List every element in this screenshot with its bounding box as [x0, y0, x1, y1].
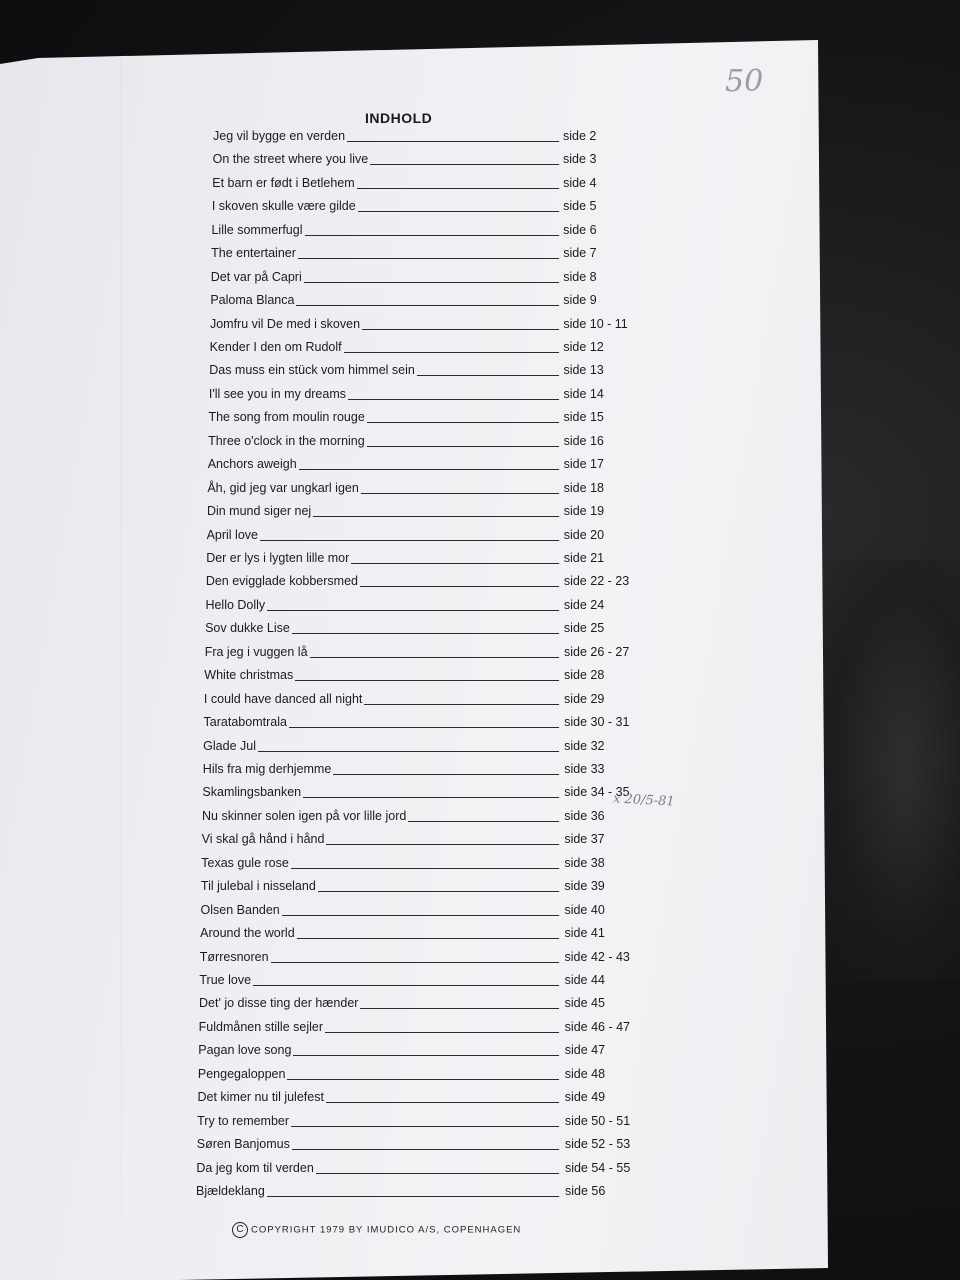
toc-entry [202, 828, 645, 848]
toc-entry-page [564, 832, 604, 846]
toc-entry-page [565, 1184, 605, 1198]
toc-entry [201, 875, 645, 895]
toc-page-prefix: side [564, 832, 588, 847]
toc-entry-title: Kender I den om Rudolf [209, 340, 342, 354]
toc-entry-page [565, 950, 630, 964]
toc-leader-line [357, 188, 559, 189]
toc-leader-line [282, 915, 559, 916]
toc-page-prefix: side [564, 902, 588, 917]
toc-entry-title: Tørresnoren [199, 949, 269, 964]
toc-leader-line [361, 493, 559, 494]
toc-entry-title: Hils fra mig derhjemme [202, 762, 332, 776]
toc-leader-line [292, 1149, 559, 1150]
toc-entry-title: Det' jo disse ting der hænder [199, 996, 359, 1011]
toc-leader-line [289, 727, 559, 728]
toc-entry-page [564, 410, 604, 424]
leather-background [820, 560, 960, 980]
toc-page-prefix: side [563, 386, 587, 401]
copyright-text: COPYRIGHT 1979 BY IMUDICO A/S, COPENHAGEN [251, 1224, 522, 1236]
toc-entry [205, 641, 644, 661]
toc-leader-line [325, 1032, 559, 1033]
toc-page-number: 54 - 55 [591, 1160, 631, 1175]
toc-entry [212, 172, 643, 192]
toc-page-prefix: side [564, 738, 588, 753]
toc-entry-title: Vi skal gå hånd i hånd [201, 832, 325, 847]
toc-page-prefix: side [565, 1184, 588, 1198]
toc-entry [198, 1086, 645, 1106]
toc-leader-line [293, 1055, 559, 1056]
toc-entry-page [563, 340, 603, 354]
toc-entry-title: Din mund siger nej [206, 504, 312, 519]
toc-entry [197, 1133, 645, 1153]
toc-page-prefix: side [563, 363, 587, 378]
toc-page-number: 15 [589, 410, 604, 425]
toc-entry-title: Paloma Blanca [210, 293, 295, 308]
toc-page-prefix: side [563, 340, 587, 354]
toc-entry-title: Åh, gid jeg var ungkarl igen [207, 480, 359, 495]
toc-leader-line [303, 797, 559, 798]
toc-page-prefix: side [564, 1137, 588, 1152]
toc-entry [207, 500, 644, 520]
toc-page-number: 18 [590, 480, 604, 495]
toc-entry-title: Skamlingsbanken [202, 785, 302, 800]
toc-entry-page [564, 598, 604, 612]
toc-entry [200, 922, 644, 942]
toc-entry [211, 219, 643, 239]
toc-entry-title: Til julebal i nisseland [200, 879, 316, 894]
toc-leader-line [260, 540, 559, 541]
paper-crease [120, 60, 122, 1270]
handwritten-corner-number: 50 [725, 64, 764, 99]
toc-leader-line [367, 422, 559, 423]
toc-entry-page [564, 574, 629, 588]
toc-leader-line [318, 891, 559, 892]
toc-page-prefix: side [563, 621, 587, 636]
pen-annotation: x 20/5-81 [612, 791, 675, 810]
toc-leader-line [304, 282, 559, 283]
toc-page-prefix: side [564, 808, 588, 823]
toc-entry-page [563, 223, 596, 237]
toc-page-number: 52 - 53 [591, 1137, 631, 1152]
toc-page-number: 49 [591, 1090, 606, 1105]
toc-page-prefix: side [564, 668, 587, 683]
toc-page-prefix: side [564, 973, 588, 987]
toc-page-prefix: side [563, 246, 587, 261]
toc-entry-title: Pengegaloppen [197, 1066, 286, 1081]
toc-entry-title: Das muss ein stück vom himmel sein [209, 363, 415, 378]
copyright-symbol: C [232, 1222, 248, 1238]
toc-page-prefix: side [563, 644, 587, 659]
toc-entry-page [565, 1161, 630, 1175]
toc-entry-page [563, 199, 596, 213]
toc-leader-line [258, 751, 559, 752]
toc-entry [210, 313, 643, 333]
toc-entry [201, 899, 645, 919]
toc-page-number: 36 [590, 808, 605, 823]
toc-entry-title: Søren Banjomus [196, 1137, 290, 1152]
toc-entry-page [563, 387, 603, 401]
toc-leader-line [333, 774, 559, 775]
toc-page-prefix: side [563, 574, 587, 589]
toc-entry-page [563, 270, 596, 284]
toc-entry-title: Three o'clock in the morning [208, 433, 365, 448]
toc-entry-title: Olsen Banden [200, 902, 280, 917]
toc-entry-page [564, 692, 604, 706]
toc-leader-line [295, 680, 559, 681]
toc-page-prefix: side [563, 199, 587, 214]
toc-page-prefix: side [563, 480, 587, 495]
toc-leader-line [291, 868, 559, 869]
toc-entry [207, 477, 643, 497]
toc-entry [202, 805, 644, 825]
toc-page-number: 9 [589, 293, 597, 308]
toc-entry-title: I could have danced all night [203, 691, 363, 706]
toc-entry [201, 852, 644, 872]
toc-entry [206, 547, 644, 567]
toc-page-number: 38 [590, 855, 605, 870]
toc-page-number: 46 - 47 [591, 1019, 631, 1034]
toc-entry-page [564, 762, 604, 776]
toc-entry-page [563, 363, 603, 377]
toc-page-prefix: side [564, 691, 587, 706]
toc-entry [199, 969, 644, 989]
toc-entry [198, 1063, 645, 1083]
toc-entry-page [564, 504, 604, 518]
toc-page-prefix: side [563, 433, 587, 448]
toc-entry [213, 125, 643, 145]
toc-leader-line [370, 164, 559, 165]
toc-page-number: 21 [590, 551, 605, 565]
toc-page-prefix: side [564, 1043, 588, 1058]
toc-entry [204, 664, 644, 684]
toc-page-number: 48 [591, 1066, 606, 1081]
toc-entry-page [563, 293, 596, 307]
toc-entry [208, 453, 644, 473]
toc-entry-page [564, 457, 604, 471]
toc-leader-line [326, 844, 559, 845]
toc-entry [211, 242, 643, 262]
page-title: INDHOLD [365, 110, 433, 126]
toc-page-prefix: side [563, 457, 587, 472]
toc-page-prefix: side [563, 152, 586, 167]
toc-leader-line [253, 985, 559, 986]
toc-page-prefix: side [563, 551, 587, 565]
toc-entry-page [564, 903, 604, 917]
toc-page-prefix: side [564, 949, 588, 964]
toc-page-prefix: side [564, 1113, 588, 1128]
toc-page-prefix: side [564, 926, 588, 941]
toc-page-number: 50 - 51 [591, 1113, 631, 1128]
toc-page-number: 39 [590, 879, 605, 894]
toc-entry-title: Bjældeklang [196, 1184, 265, 1198]
toc-entry-page [565, 1043, 605, 1057]
toc-entry-page [565, 1067, 605, 1081]
toc-page-number: 7 [589, 246, 597, 261]
toc-entry [210, 289, 643, 309]
toc-leader-line [360, 586, 559, 587]
toc-leader-line [316, 1173, 559, 1174]
toc-page-prefix: side [564, 1066, 588, 1081]
toc-entry-page [565, 996, 605, 1010]
toc-entry-title: Lille sommerfugl [211, 222, 303, 237]
toc-entry-title: I'll see you in my dreams [208, 386, 347, 401]
toc-page-number: 30 - 31 [590, 715, 630, 730]
toc-entry-page [564, 621, 604, 635]
toc-leader-line [291, 1126, 559, 1127]
toc-page-number: 33 [590, 762, 605, 776]
toc-page-number: 40 [590, 902, 605, 917]
toc-entry-title: Et barn er født i Betlehem [212, 175, 355, 190]
toc-entry-page [564, 528, 604, 542]
toc-page-number: 34 - 35 [590, 785, 630, 800]
toc-leader-line [408, 821, 559, 822]
toc-entry [203, 735, 644, 755]
toc-page-prefix: side [563, 175, 587, 190]
toc-entry-title: Jomfru vil De med i skoven [209, 316, 361, 331]
toc-entry-title: On the street where you live [212, 152, 369, 167]
toc-leader-line [362, 329, 559, 330]
toc-page-number: 22 - 23 [590, 574, 630, 589]
toc-leader-line [358, 211, 559, 212]
toc-entry [213, 148, 643, 168]
toc-entry-page [564, 668, 604, 682]
toc-entry-page [563, 176, 596, 190]
toc-page-number: 13 [589, 363, 604, 378]
toc-page-prefix: side [563, 129, 586, 143]
toc-leader-line [351, 563, 559, 564]
toc-entry [196, 1180, 645, 1200]
toc-entry-title: Fra jeg i vuggen lå [204, 644, 308, 659]
toc-page-prefix: side [564, 762, 588, 776]
toc-entry [199, 1016, 645, 1036]
toc-entry-page [564, 926, 604, 940]
toc-leader-line [417, 375, 559, 376]
toc-leader-line [326, 1102, 559, 1103]
toc-leader-line [367, 446, 559, 447]
toc-page-number: 3 [589, 152, 597, 167]
toc-page-prefix: side [564, 1160, 588, 1175]
toc-entry-page [565, 1020, 630, 1034]
toc-entry [204, 688, 644, 708]
toc-page-number: 17 [590, 457, 604, 472]
toc-entry-page [564, 551, 604, 565]
toc-entry-page [564, 739, 604, 753]
toc-entry [196, 1157, 645, 1177]
toc-entry [200, 946, 645, 966]
toc-page-prefix: side [564, 1019, 588, 1034]
toc-page-number: 8 [589, 269, 597, 284]
toc-entry-title: The song from moulin rouge [208, 410, 365, 425]
toc-leader-line [344, 352, 559, 353]
toc-page-number: 19 [590, 504, 605, 519]
toc-entry [210, 336, 644, 356]
toc-entry-page [564, 481, 604, 495]
toc-page-number: 29 [590, 691, 605, 706]
toc-leader-line [298, 258, 559, 259]
toc-entry-page [565, 1114, 630, 1128]
toc-entry-title: Der er lys i lygten lille mor [206, 551, 350, 565]
toc-page-prefix: side [563, 269, 587, 284]
toc-page-prefix: side [563, 410, 587, 425]
toc-page-prefix: side [564, 879, 588, 894]
toc-page-number: 5 [589, 199, 597, 214]
toc-page-number: 32 [590, 738, 605, 753]
toc-entry [208, 406, 643, 426]
toc-leader-line [305, 235, 559, 236]
toc-entry [207, 524, 644, 544]
toc-page-prefix: side [563, 316, 587, 331]
toc-page-number: 28 [590, 668, 605, 683]
toc-entry-title: Taratabomtrala [203, 715, 287, 730]
toc-leader-line [310, 657, 559, 658]
toc-leader-line [313, 516, 559, 517]
toc-entry-title: Try to remember [197, 1113, 290, 1128]
toc-leader-line [292, 633, 559, 634]
toc-leader-line [271, 962, 559, 963]
toc-entry-title: Fuldmånen stille sejler [198, 1019, 323, 1034]
toc-entry-title: Pagan love song [198, 1043, 292, 1058]
toc-entry-page [565, 1090, 605, 1104]
toc-entry [205, 594, 643, 614]
toc-page-prefix: side [564, 996, 588, 1011]
toc-entry-title: White christmas [204, 668, 294, 683]
toc-page-number: 42 - 43 [590, 949, 630, 964]
toc-page-prefix: side [563, 504, 587, 519]
toc-leader-line [297, 938, 559, 939]
toc-entry [212, 195, 643, 215]
toc-page-number: 20 [590, 527, 605, 542]
toc-entry [205, 617, 644, 637]
toc-entry-page [565, 973, 605, 987]
toc-entry-page [564, 715, 629, 729]
toc-leader-line [347, 141, 559, 142]
toc-page-number: 45 [591, 996, 605, 1011]
toc-page-prefix: side [564, 1090, 588, 1105]
toc-entry [208, 430, 643, 450]
toc-entry-title: True love [199, 973, 252, 987]
toc-leader-line [364, 704, 559, 705]
toc-leader-line [299, 469, 559, 470]
toc-entry [197, 1110, 645, 1130]
toc-entry-page [564, 434, 604, 448]
toc-entry-title: Hello Dolly [205, 597, 266, 612]
toc-entry-page [564, 879, 604, 893]
toc-entry-page [563, 317, 627, 331]
toc-leader-line [296, 305, 559, 306]
toc-entry-page [564, 856, 604, 870]
toc-entry-title: Nu skinner solen igen på vor lille jord [202, 808, 407, 823]
toc-entry-title: Det var på Capri [210, 269, 302, 284]
toc-entry-title: Sov dukke Lise [205, 621, 290, 636]
copyright-line [232, 1222, 521, 1238]
toc-page-prefix: side [564, 855, 588, 870]
toc-entry-page [563, 246, 596, 260]
toc-page-prefix: side [563, 293, 587, 308]
toc-entry-page [564, 645, 629, 659]
toc-entry-title: April love [206, 527, 258, 542]
toc-page-number: 6 [589, 222, 597, 237]
toc-page-number: 2 [589, 129, 597, 143]
toc-entry-page [565, 1137, 630, 1151]
toc-entry-page [564, 809, 604, 823]
toc-page-number: 12 [589, 340, 604, 354]
toc-page-number: 10 - 11 [589, 316, 628, 331]
toc-entry [198, 1039, 644, 1059]
toc-entry-title: Texas gule rose [201, 855, 289, 870]
toc-entry [199, 992, 645, 1012]
toc-page-number: 14 [589, 386, 604, 401]
toc-page-number: 44 [591, 973, 605, 987]
toc-entry-title: Glade Jul [203, 738, 256, 753]
toc-page-prefix: side [564, 715, 588, 730]
toc-entry-title: Anchors aweigh [207, 457, 297, 472]
toc-page-number: 47 [591, 1043, 606, 1058]
toc-page-number: 4 [589, 175, 597, 190]
toc-leader-line [360, 1008, 559, 1009]
toc-entry [209, 359, 643, 379]
toc-page-number: 41 [590, 926, 605, 941]
toc-leader-line [348, 399, 559, 400]
toc-entry [202, 781, 644, 801]
toc-entry-title: Den evigglade kobbersmed [205, 574, 358, 589]
toc-entry-title: I skoven skulle være gilde [211, 199, 356, 214]
toc-entry-title: The entertainer [211, 246, 296, 261]
toc-entry-title: Jeg vil bygge en verden [213, 129, 346, 143]
toc-page-number: 25 [590, 621, 605, 636]
toc-entry-page [563, 129, 596, 143]
toc-entry [211, 266, 644, 286]
toc-entry [204, 711, 645, 731]
toc-page-number: 26 - 27 [590, 644, 630, 659]
toc-entry-page [563, 152, 596, 166]
toc-page-number: 16 [589, 433, 604, 448]
toc-leader-line [267, 1196, 559, 1197]
toc-entry [203, 758, 644, 778]
toc-entry-title: Da jeg kom til verden [196, 1160, 314, 1175]
toc-page-prefix: side [563, 597, 587, 612]
toc-page-number: 56 [591, 1184, 606, 1198]
toc-leader-line [287, 1079, 559, 1080]
toc-leader-line [267, 610, 559, 611]
toc-page-prefix: side [564, 785, 588, 800]
toc-page-prefix: side [563, 527, 587, 542]
toc-entry [209, 383, 644, 403]
toc-page-number: 37 [590, 832, 605, 847]
toc-page-number: 24 [590, 597, 605, 612]
toc-entry [206, 570, 644, 590]
toc-page-prefix: side [563, 222, 587, 237]
toc-entry-title: Det kimer nu til julefest [197, 1090, 324, 1105]
toc-entry-title: Around the world [200, 926, 295, 941]
